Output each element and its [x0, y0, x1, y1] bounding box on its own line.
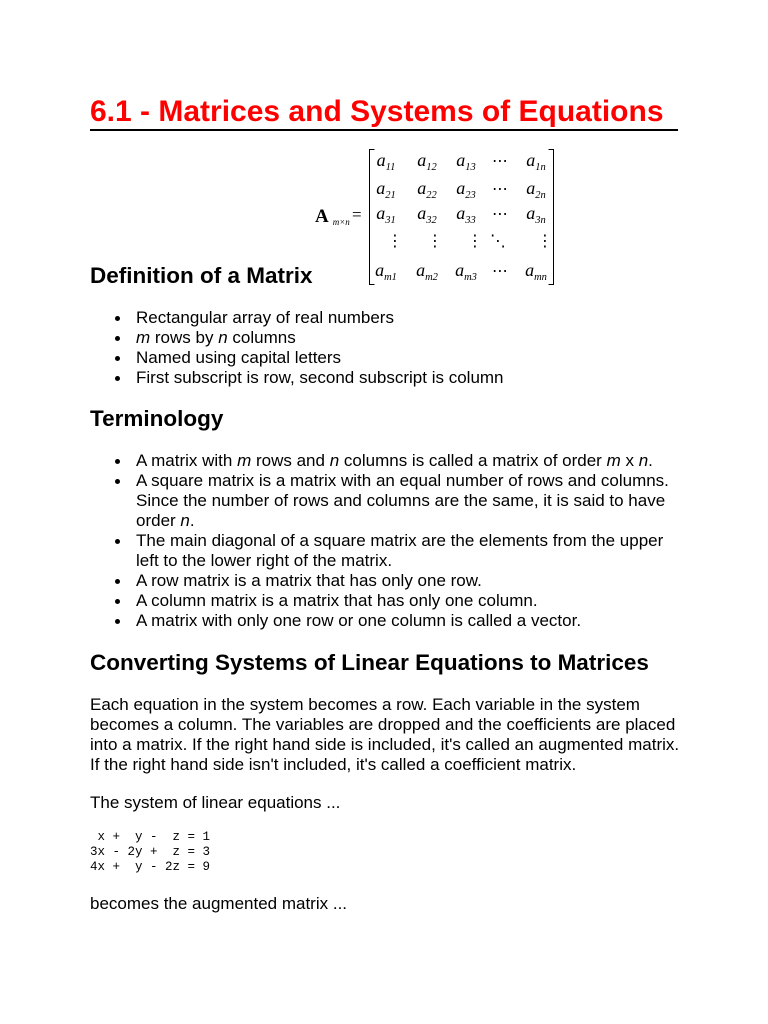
variable-m: m — [606, 451, 621, 470]
augmented-intro-text: becomes the augmented matrix ... — [90, 894, 348, 913]
matrix-entry-subscript: m1 — [384, 272, 397, 283]
definition-heading: Definition of a Matrix — [90, 263, 313, 288]
variable-n: n — [218, 328, 228, 347]
matrix-entry-base: a — [376, 203, 386, 223]
list-item — [136, 591, 684, 611]
list-item-text: A matrix with only one row or one column is called a vector. — [136, 611, 582, 630]
list-item-text: Rectangular array of real numbers — [136, 308, 394, 327]
list-item-text: rows and — [251, 451, 330, 470]
matrix-entry-base: a — [416, 260, 426, 280]
matrix-entry-ellipsis: ⋮ — [387, 231, 403, 250]
matrix-entry-base: a — [526, 178, 536, 198]
matrix-entry-base: a — [376, 150, 386, 170]
matrix-entry-subscript: 13 — [465, 162, 476, 173]
matrix-entry-subscript: 22 — [426, 190, 437, 201]
list-item — [136, 471, 684, 531]
variable-n: n — [180, 511, 190, 530]
variable-m: m — [237, 451, 252, 470]
equation-line: 4x + y - 2z = 9 — [90, 860, 211, 874]
list-item — [136, 328, 684, 348]
list-item-text: x — [620, 451, 639, 470]
list-item-text: . — [189, 511, 195, 530]
converting-paragraph: Each equation in the system becomes a row. Each variable in the system becomes a column. The variables are dropped and the coefficients are placed into a matrix. If the right hand side is included, it's called an augmented matrix. If the right hand side isn't included, it's called a coefficient matrix. — [90, 695, 680, 774]
list-item-text: A column matrix is a matrix that has only one column. — [136, 591, 538, 610]
matrix-entry-subscript: 2n — [535, 190, 546, 201]
matrix-entry-base: a — [417, 150, 427, 170]
list-item — [136, 611, 684, 631]
matrix-entry-ellipsis: ⋯ — [492, 261, 508, 280]
list-item — [136, 368, 684, 388]
matrix-entry-subscript: 12 — [426, 162, 437, 173]
matrix-entry-subscript: 32 — [426, 215, 437, 226]
matrix-entry-base: a — [417, 178, 427, 198]
list-item-text: A row matrix is a matrix that has only one row. — [136, 571, 482, 590]
equation-system — [90, 830, 684, 875]
matrix-entry-subscript: 11 — [385, 162, 396, 173]
main-content — [90, 0, 684, 914]
definition-list — [90, 308, 684, 388]
equation-line: 3x - 2y + z = 3 — [90, 845, 211, 859]
matrix-entry-subscript: 21 — [385, 190, 396, 201]
list-item-text: A square matrix is a matrix with an equal number of rows and columns. Since the number of rows and columns are the same, it is said to have order — [136, 471, 669, 530]
matrix-entry-base: a — [455, 260, 465, 280]
list-item-text: The main diagonal of a square matrix are the elements from the upper left to the lower right of the matrix. — [136, 531, 664, 570]
matrix-entry-ellipsis: ⋯ — [492, 179, 508, 198]
matrix-entry-ellipsis: ⋱ — [490, 231, 506, 250]
list-item-text: rows by — [150, 328, 219, 347]
matrix-entry-base: a — [456, 150, 466, 170]
matrix-entry-base: a — [526, 203, 536, 223]
matrix-entry-base: a — [376, 178, 386, 198]
matrix-entry-ellipsis: ⋯ — [492, 151, 508, 170]
matrix-equals-sign: = — [352, 205, 362, 224]
matrix-entry-ellipsis: ⋮ — [467, 231, 483, 250]
variable-n: n — [329, 451, 340, 470]
matrix-entry-subscript: 31 — [385, 215, 396, 226]
list-item — [136, 571, 684, 591]
list-item-text: columns — [227, 328, 296, 347]
list-item — [136, 308, 684, 328]
matrix-entry-base: a — [456, 178, 466, 198]
system-intro-text: The system of linear equations ... — [90, 793, 341, 812]
variable-n: n — [638, 451, 649, 470]
matrix-entry-base: a — [456, 203, 466, 223]
matrix-name-subscript: m×n — [332, 217, 350, 227]
equation-line: x + y - z = 1 — [90, 830, 211, 844]
matrix-entry-subscript: m3 — [464, 272, 477, 283]
terminology-list — [90, 451, 684, 631]
matrix-entry-base: a — [417, 203, 427, 223]
list-item-text: A matrix with — [136, 451, 238, 470]
variable-m: m — [136, 328, 151, 347]
matrix-entry-base: a — [375, 260, 385, 280]
list-item-text: columns is called a matrix of order — [339, 451, 607, 470]
list-item-text: Named using capital letters — [136, 348, 342, 367]
matrix-entry-subscript: 33 — [465, 215, 476, 226]
matrix-entry-base: a — [526, 150, 536, 170]
list-item-text: . — [648, 451, 653, 470]
terminology-heading: Terminology — [90, 406, 224, 431]
matrix-entry-subscript: 3n — [535, 215, 546, 226]
list-item-text: First subscript is row, second subscript is column — [136, 368, 504, 387]
page-title: 6.1 - Matrices and Systems of Equations — [90, 95, 678, 131]
list-item — [136, 348, 684, 368]
matrix-entry-base: a — [525, 260, 535, 280]
matrix-entry-ellipsis: ⋮ — [427, 231, 443, 250]
matrix-entry-subscript: m2 — [425, 272, 438, 283]
matrix-entry-subscript: 1n — [535, 162, 546, 173]
matrix-entry-ellipsis: ⋯ — [492, 204, 508, 223]
matrix-entry-subscript: mn — [534, 272, 547, 283]
matrix-entry-subscript: 23 — [465, 190, 476, 201]
list-item — [136, 451, 684, 471]
converting-heading: Converting Systems of Linear Equations to Matrices — [90, 650, 649, 675]
matrix-name-letter: A — [315, 206, 329, 227]
list-item — [136, 531, 684, 571]
matrix-entry-ellipsis: ⋮ — [537, 231, 553, 250]
